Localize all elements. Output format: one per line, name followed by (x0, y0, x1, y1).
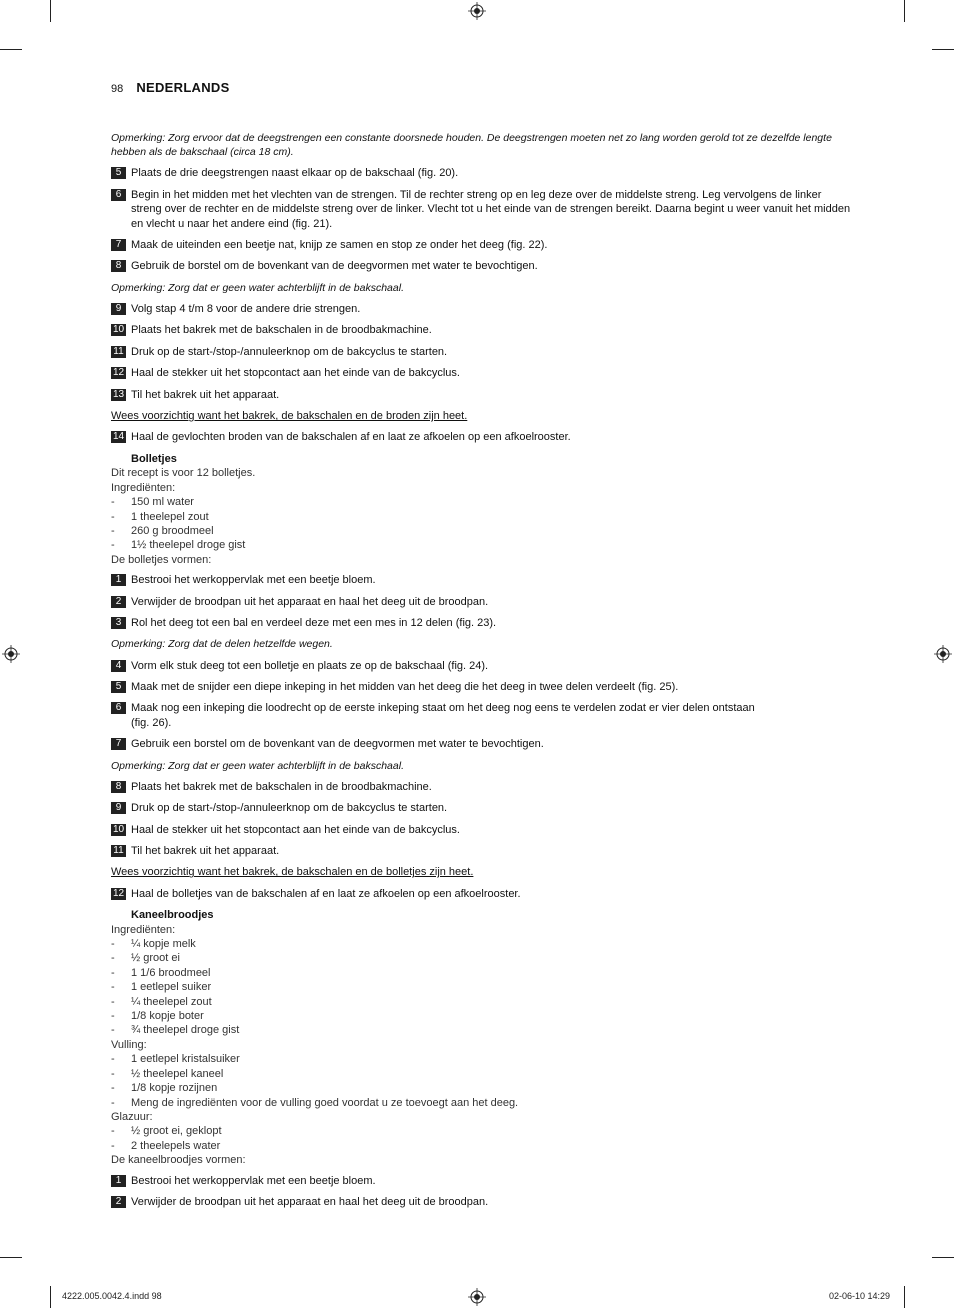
step-text: Maak nog een inkeping die loodrecht op de eerste inkeping staat om het deeg nog eens te verdelen zodat er vier delen ontstaan (fig. 26). (131, 702, 755, 729)
crop-mark (50, 0, 51, 22)
ingredient-text: 1/8 kopje rozijnen (131, 1082, 218, 1095)
step-text: Plaats het bakrek met de bakschalen in de broodbakmachine. (131, 780, 432, 793)
instruction-step (111, 1174, 851, 1188)
ingredient-item (111, 980, 851, 994)
body-text: De bolletjes vormen: (111, 553, 212, 566)
instruction-step (111, 388, 851, 402)
step-number-badge: 6 (111, 702, 126, 714)
instruction-step (111, 616, 851, 630)
ingredient-item (111, 524, 851, 538)
registration-mark-icon (2, 645, 20, 663)
crop-mark (932, 1257, 954, 1258)
step-text: Plaats de drie deegstrengen naast elkaar op de bakschaal (fig. 20). (131, 167, 459, 180)
step-number-badge: 12 (112, 367, 125, 379)
ingredient-item (111, 951, 851, 965)
body-text: Vulling: (111, 1038, 147, 1051)
step-text: Bestrooi het werkoppervlak met een beetje bloem. (131, 574, 376, 587)
note-text: Opmerking: Zorg ervoor dat de deegstrengen een constante doorsnede houden. De deegstrengen moeten net zo lang worden gerold tot ze dezelfde lengte hebben als de bakschaal (circa 18 cm). (111, 132, 832, 159)
step-number-badge: 12 (112, 887, 125, 899)
dash-bullet-icon: - (111, 510, 115, 523)
instruction-step (111, 302, 851, 316)
step-number-badge: 8 (111, 781, 126, 793)
dash-bullet-icon: - (111, 1053, 115, 1066)
crop-mark (0, 49, 22, 50)
dash-bullet-icon: - (111, 496, 115, 509)
step-text: Til het bakrek uit het apparaat. (131, 845, 280, 858)
step-number-badge: 8 (111, 260, 126, 272)
step-number-badge: 3 (111, 617, 126, 629)
body-text: Ingrediënten: (111, 923, 176, 936)
dash-bullet-icon: - (111, 938, 115, 951)
instruction-step (111, 701, 771, 730)
instruction-step (111, 659, 851, 673)
step-text: Haal de stekker uit het stopcontact aan het einde van de bakcyclus. (131, 823, 460, 836)
recipe-heading: Kaneelbroodjes (131, 909, 214, 922)
ingredient-text: 1 theelepel zout (131, 510, 209, 523)
ingredient-item (111, 1124, 851, 1138)
warning-text: Wees voorzichtig want het bakrek, de bakschalen en de broden zijn heet. (111, 410, 468, 423)
dash-bullet-icon: - (111, 1096, 115, 1109)
ingredient-text: ¼ theelepel zout (131, 995, 212, 1008)
dash-bullet-icon: - (111, 966, 115, 979)
instruction-step (111, 366, 851, 380)
dash-bullet-icon: - (111, 1067, 115, 1080)
ingredient-item (111, 995, 851, 1009)
step-text: Haal de bolletjes van de bakschalen af en laat ze afkoelen op een afkoelrooster. (131, 887, 521, 900)
body-text: Ingrediënten: (111, 481, 176, 494)
ingredient-text: 2 theelepels water (131, 1139, 221, 1152)
ingredient-text: 1 1/6 broodmeel (131, 966, 211, 979)
ingredient-item (111, 495, 851, 509)
ingredient-item (111, 966, 851, 980)
footer-date-time: 02-06-10 14:29 (829, 1291, 891, 1301)
instruction-step (111, 887, 851, 901)
dash-bullet-icon: - (111, 952, 115, 965)
step-number-badge: 14 (112, 431, 125, 443)
step-number-badge: 5 (111, 681, 126, 693)
step-number-badge: 4 (111, 660, 126, 672)
crop-mark (904, 1286, 905, 1308)
crop-mark (904, 0, 905, 22)
step-text: Plaats het bakrek met de bakschalen in de broodbakmachine. (131, 324, 432, 337)
note-text: Opmerking: Zorg dat er geen water achterblijft in de bakschaal. (111, 281, 404, 294)
step-number-badge: 11 (111, 845, 126, 857)
step-number-badge: 2 (111, 1196, 126, 1208)
ingredient-text: ½ groot ei, geklopt (131, 1125, 222, 1138)
ingredient-item (111, 1081, 851, 1095)
step-number-badge: 5 (111, 167, 126, 179)
step-text: Druk op de start-/stop-/annuleerknop om de bakcyclus te starten. (131, 802, 448, 815)
ingredient-text: 1/8 kopje boter (131, 1010, 204, 1023)
instruction-step (111, 323, 851, 337)
instruction-step (111, 737, 851, 751)
step-text: Volg stap 4 t/m 8 voor de andere drie strengen. (131, 303, 361, 316)
ingredient-item (111, 1096, 851, 1110)
step-number-badge: 9 (111, 303, 126, 315)
body-text: De kaneelbroodjes vormen: (111, 1154, 246, 1167)
section-language-title: NEDERLANDS (136, 80, 230, 95)
ingredient-text: ¾ theelepel droge gist (131, 1024, 240, 1037)
dash-bullet-icon: - (111, 995, 115, 1008)
body-text: Dit recept is voor 12 bolletjes. (111, 467, 256, 480)
footer-file: 4222.005.0042.4.indd 98 (62, 1291, 162, 1301)
step-number-badge: 11 (111, 346, 126, 358)
step-text: Bestrooi het werkoppervlak met een beetje bloem. (131, 1174, 376, 1187)
ingredient-item (111, 1009, 851, 1023)
step-text: Maak met de snijder een diepe inkeping in het midden van het deeg die het deeg in twee delen verdeelt (fig. 25). (131, 680, 679, 693)
instruction-step (111, 595, 851, 609)
instruction-step (111, 823, 851, 837)
step-text: Vorm elk stuk deeg tot een bolletje en plaats ze op de bakschaal (fig. 24). (131, 659, 489, 672)
ingredient-text: 1 eetlepel suiker (131, 981, 212, 994)
ingredient-item (111, 510, 851, 524)
step-text: Gebruik de borstel om de bovenkant van de deegvormen met water te bevochtigen. (131, 260, 538, 273)
ingredient-text: 1 eetlepel kristalsuiker (131, 1053, 240, 1066)
step-number-badge: 7 (111, 738, 126, 750)
instruction-step (111, 166, 851, 180)
ingredient-text: Meng de ingrediënten voor de vulling goed voordat u ze toevoegt aan het deeg. (131, 1096, 519, 1109)
step-number-badge: 1 (111, 574, 126, 586)
ingredient-item (111, 1023, 851, 1037)
ingredient-item (111, 1067, 851, 1081)
page-number: 98 (111, 83, 124, 95)
instruction-step (111, 1195, 851, 1209)
page-header (111, 80, 230, 98)
ingredient-item (111, 538, 851, 552)
instruction-step (111, 780, 851, 794)
instruction-step (111, 188, 851, 231)
instruction-step (111, 430, 851, 444)
dash-bullet-icon: - (111, 1139, 115, 1152)
dash-bullet-icon: - (111, 1082, 115, 1095)
dash-bullet-icon: - (111, 1010, 115, 1023)
instruction-step (111, 680, 851, 694)
instruction-step (111, 345, 851, 359)
step-number-badge: 10 (112, 324, 125, 336)
instruction-step (111, 801, 851, 815)
registration-mark-icon (468, 1288, 486, 1306)
step-text: Maak de uiteinden een beetje nat, knijp ze samen en stop ze onder het deeg (fig. 22). (131, 239, 548, 252)
step-text: Til het bakrek uit het apparaat. (131, 388, 280, 401)
ingredient-text: ½ theelepel kaneel (131, 1067, 224, 1080)
note-text: Opmerking: Zorg dat er geen water achterblijft in de bakschaal. (111, 759, 404, 772)
step-number-badge: 9 (111, 802, 126, 814)
instruction-step (111, 844, 851, 858)
step-number-badge: 6 (111, 189, 126, 201)
crop-mark (932, 49, 954, 50)
ingredient-item (111, 1052, 851, 1066)
instruction-step (111, 259, 851, 273)
dash-bullet-icon: - (111, 1125, 115, 1138)
ingredient-item (111, 937, 851, 951)
step-text: Gebruik een borstel om de bovenkant van de deegvormen met water te bevochtigen. (131, 738, 544, 751)
manual-content (111, 131, 851, 1216)
note-text: Opmerking: Zorg dat de delen hetzelfde wegen. (111, 638, 333, 651)
step-number-badge: 7 (111, 239, 126, 251)
crop-mark (50, 1286, 51, 1308)
dash-bullet-icon: - (111, 981, 115, 994)
registration-mark-icon (934, 645, 952, 663)
step-number-badge: 13 (112, 388, 125, 400)
step-text: Begin in het midden met het vlechten van de strengen. Til de rechter streng op en leg deze over de middelste streng. Leg vervolgens de linker streng over de rechter en de middelste streng over de linker. Vlecht tot u het einde van de strengen bereikt. Daarna begint u weer vanuit het midden en vlecht u naar het andere eind (fig. 21). (131, 188, 851, 230)
instruction-step (111, 238, 851, 252)
ingredient-text: ¼ kopje melk (131, 938, 196, 951)
dash-bullet-icon: - (111, 1024, 115, 1037)
step-text: Haal de stekker uit het stopcontact aan het einde van de bakcyclus. (131, 367, 460, 380)
ingredient-item (111, 1139, 851, 1153)
step-text: Haal de gevlochten broden van de bakschalen af en laat ze afkoelen op een afkoelrooster. (131, 431, 571, 444)
ingredient-text: 260 g broodmeel (131, 524, 214, 537)
ingredient-text: ½ groot ei (131, 952, 180, 965)
warning-text: Wees voorzichtig want het bakrek, de bakschalen en de bolletjes zijn heet. (111, 866, 474, 879)
step-text: Verwijder de broodpan uit het apparaat en haal het deeg uit de broodpan. (131, 1195, 489, 1208)
crop-mark (0, 1257, 22, 1258)
instruction-step (111, 573, 851, 587)
ingredient-text: 1½ theelepel droge gist (131, 539, 246, 552)
step-number-badge: 2 (111, 596, 126, 608)
body-text: Glazuur: (111, 1110, 153, 1123)
step-text: Druk op de start-/stop-/annuleerknop om de bakcyclus te starten. (131, 345, 448, 358)
step-text: Verwijder de broodpan uit het apparaat en haal het deeg uit de broodpan. (131, 595, 489, 608)
dash-bullet-icon: - (111, 524, 115, 537)
registration-mark-icon (468, 2, 486, 20)
step-text: Rol het deeg tot een bal en verdeel deze met een mes in 12 delen (fig. 23). (131, 616, 497, 629)
step-number-badge: 1 (111, 1175, 126, 1187)
ingredient-text: 150 ml water (131, 496, 194, 509)
dash-bullet-icon: - (111, 539, 115, 552)
step-number-badge: 10 (112, 823, 125, 835)
recipe-heading: Bolletjes (131, 452, 177, 465)
